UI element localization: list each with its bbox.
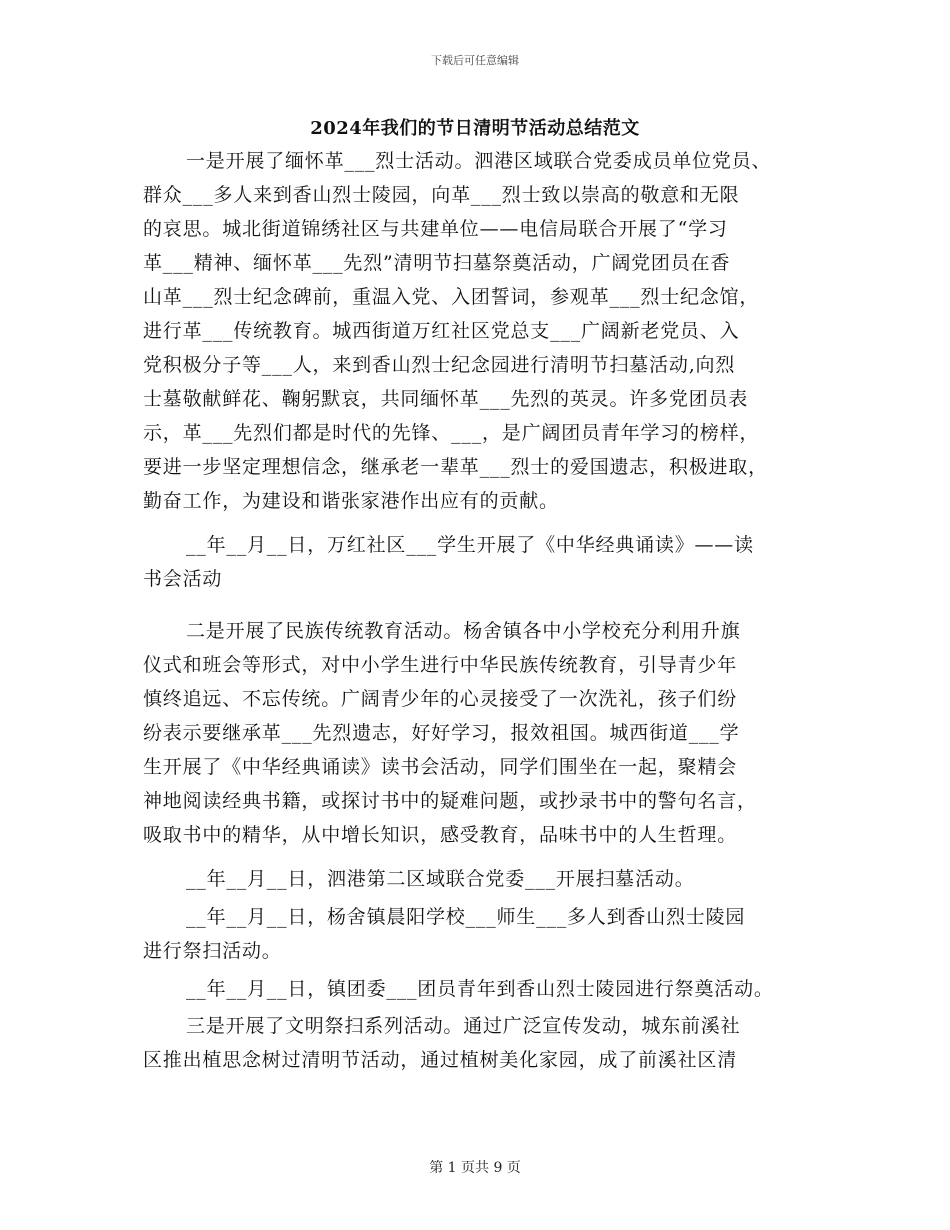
body-line: 的哀思。城北街道锦绣社区与共建单位——电信局联合开展了“学习 [143, 218, 728, 240]
body-line: 区推出植思念树过清明节活动，通过植树美化家园，成了前溪社区清 [143, 1049, 738, 1071]
document-title: 2024年我们的节日清明节活动总结范文 [310, 118, 640, 139]
body-line: 神地阅读经典书籍，或探讨书中的疑难问题，或抄录书中的警句名言， [143, 790, 757, 812]
body-line: 勤奋工作，为建设和谐张家港作出应有的贡献。 [143, 490, 559, 512]
body-line: 革___精神、缅怀革___先烈”清明节扫墓祭奠活动，广阔党团员在香 [143, 252, 731, 274]
body-line: 慎终追远、不忘传统。广阔青少年的心灵接受了一次洗礼，孩子们纷 [143, 688, 738, 710]
body-line: 要进一步坚定理想信念，继承老一辈革___烈士的爱国遗志，积极进取， [143, 456, 768, 478]
body-line: 示，革___先烈们都是时代的先锋、___，是广阔团员青年学习的榜样， [143, 422, 760, 444]
body-line: 士墓敬献鲜花、鞠躬默哀，共同缅怀革___先烈的英灵。许多党团员表 [143, 388, 749, 410]
body-line: 山革___烈士纪念碑前，重温入党、入团誓词，参观革___烈士纪念馆， [143, 286, 760, 308]
body-line: 群众___多人来到香山烈士陵园，向革___烈士致以崇高的敬意和无限 [143, 184, 740, 206]
body-line: 党积极分子等___人，来到香山烈士纪念园进行清明节扫墓活动,向烈 [143, 354, 736, 376]
body-line: 二是开展了民族传统教育活动。杨舍镇各中小学校充分利用升旗 [186, 620, 741, 642]
body-line: __年__月__日，杨舍镇晨阳学校___师生___多人到香山烈士陵园 [186, 906, 746, 928]
body-line: __年__月__日，镇团委___团员青年到香山烈士陵园进行祭奠活动。 [186, 978, 774, 1000]
body-line: __年__月__日，万红社区___学生开展了《中华经典诵读》——读 [186, 534, 754, 556]
body-line: 仪式和班会等形式，对中小学生进行中华民族传统教育，引导青少年 [143, 654, 738, 676]
body-line: 吸取书中的精华，从中增长知识，感受教育，品味书中的人生哲理。 [143, 824, 738, 846]
body-line: __年__月__日，泗港第二区域联合党委___开展扫墓活动。 [186, 868, 695, 890]
page-footer: 第 1 页共 9 页 [429, 1160, 521, 1176]
body-line: 三是开展了文明祭扫系列活动。通过广泛宣传发动，城东前溪社 [186, 1015, 741, 1037]
body-line: 一是开展了缅怀革___烈士活动。泗港区域联合党委成员单位党员、 [186, 150, 772, 172]
page-header: 下载后可任意编辑 [431, 54, 519, 67]
body-line: 书会活动 [143, 568, 223, 590]
body-line: 生开展了《中华经典诵读》读书会活动，同学们围坐在一起，聚精会 [143, 756, 738, 778]
body-line: 纷表示要继承革___先烈遗志，好好学习，报效祖国。城西街道___学 [143, 722, 740, 744]
body-line: 进行祭扫活动。 [143, 940, 282, 962]
body-line: 进行革___传统教育。城西街道万红社区党总支___广阔新老党员、入 [143, 320, 740, 342]
